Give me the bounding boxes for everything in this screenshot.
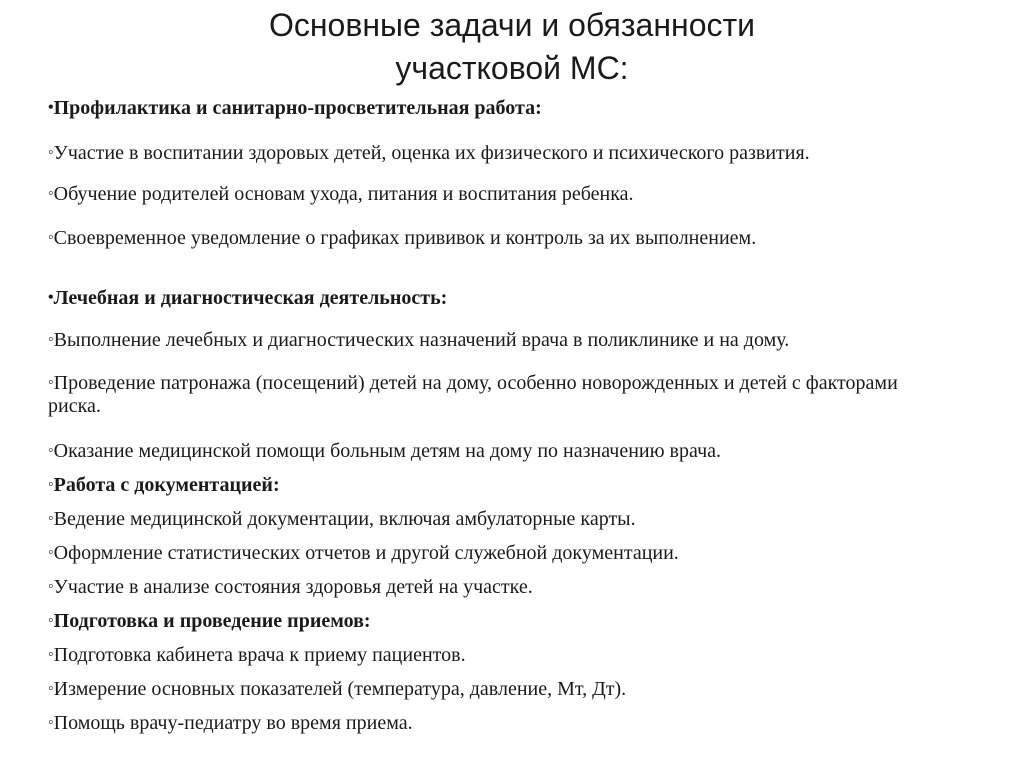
section-heading-text: Подготовка и проведение приемов: [53, 610, 371, 632]
list-item-text: Выполнение лечебных и диагностических назначений врача в поликлинике и на дому. [53, 329, 790, 351]
list-item-text: Проведение патронажа (посещений) детей на дому, особенно новорожденных и детей с факторами риска. [48, 372, 898, 417]
open-bullet-icon: ◦ [48, 331, 54, 348]
list-item-text: Помощь врачу-педиатру во время приема. [53, 712, 413, 734]
section-heading-text: Лечебная и диагностическая деятельность: [53, 287, 448, 309]
list-item [48, 141, 810, 165]
list-item-text: Участие в воспитании здоровых детей, оценка их физического и психического развития. [53, 142, 810, 164]
section-heading-documentation [48, 473, 280, 497]
filled-bullet-icon: • [48, 99, 54, 116]
open-bullet-icon: ◦ [48, 612, 54, 629]
list-item-text: Обучение родителей основам ухода, питания и воспитания ребенка. [53, 183, 634, 205]
open-bullet-icon: ◦ [48, 544, 54, 561]
open-bullet-icon: ◦ [48, 229, 54, 246]
list-item-text: Ведение медицинской документации, включая амбулаторные карты. [53, 508, 636, 530]
open-bullet-icon: ◦ [48, 714, 54, 731]
list-item-text: Подготовка кабинета врача к приему пациентов. [53, 644, 466, 666]
open-bullet-icon: ◦ [48, 646, 54, 663]
filled-bullet-icon: • [48, 289, 54, 306]
open-bullet-icon: ◦ [48, 510, 54, 527]
list-item [48, 226, 756, 250]
section-heading-prevention [48, 96, 542, 120]
open-bullet-icon: ◦ [48, 680, 54, 697]
list-item [48, 541, 679, 565]
slide-title [0, 4, 1024, 90]
section-heading-text: Работа с документацией: [53, 474, 280, 496]
open-bullet-icon: ◦ [48, 144, 54, 161]
list-item [48, 575, 533, 599]
list-item [48, 328, 789, 352]
open-bullet-icon: ◦ [48, 476, 54, 493]
list-item [48, 439, 721, 463]
slide-title-line-1: Основные задачи и обязанности [268, 7, 756, 43]
list-item [48, 371, 928, 418]
open-bullet-icon: ◦ [48, 374, 54, 391]
section-heading-text: Профилактика и санитарно-просветительная работа: [53, 97, 542, 119]
list-item [48, 507, 636, 531]
list-item-text: Своевременное уведомление о графиках прививок и контроль за их выполнением. [53, 227, 757, 249]
list-item [48, 182, 634, 206]
section-heading-appointments [48, 609, 371, 633]
list-item-text: Оказание медицинской помощи больным детям на дому по назначению врача. [53, 440, 722, 462]
list-item [48, 711, 413, 735]
list-item [48, 677, 626, 701]
list-item-text: Участие в анализе состояния здоровья детей на участке. [53, 576, 533, 598]
open-bullet-icon: ◦ [48, 185, 54, 202]
section-heading-treatment [48, 286, 447, 310]
open-bullet-icon: ◦ [48, 578, 54, 595]
slide-title-line-2: участковой МС: [395, 50, 629, 86]
list-item-text: Оформление статистических отчетов и другой служебной документации. [53, 542, 679, 564]
open-bullet-icon: ◦ [48, 442, 54, 459]
list-item [48, 643, 466, 667]
list-item-text: Измерение основных показателей (температура, давление, Мт, Дт). [53, 678, 627, 700]
